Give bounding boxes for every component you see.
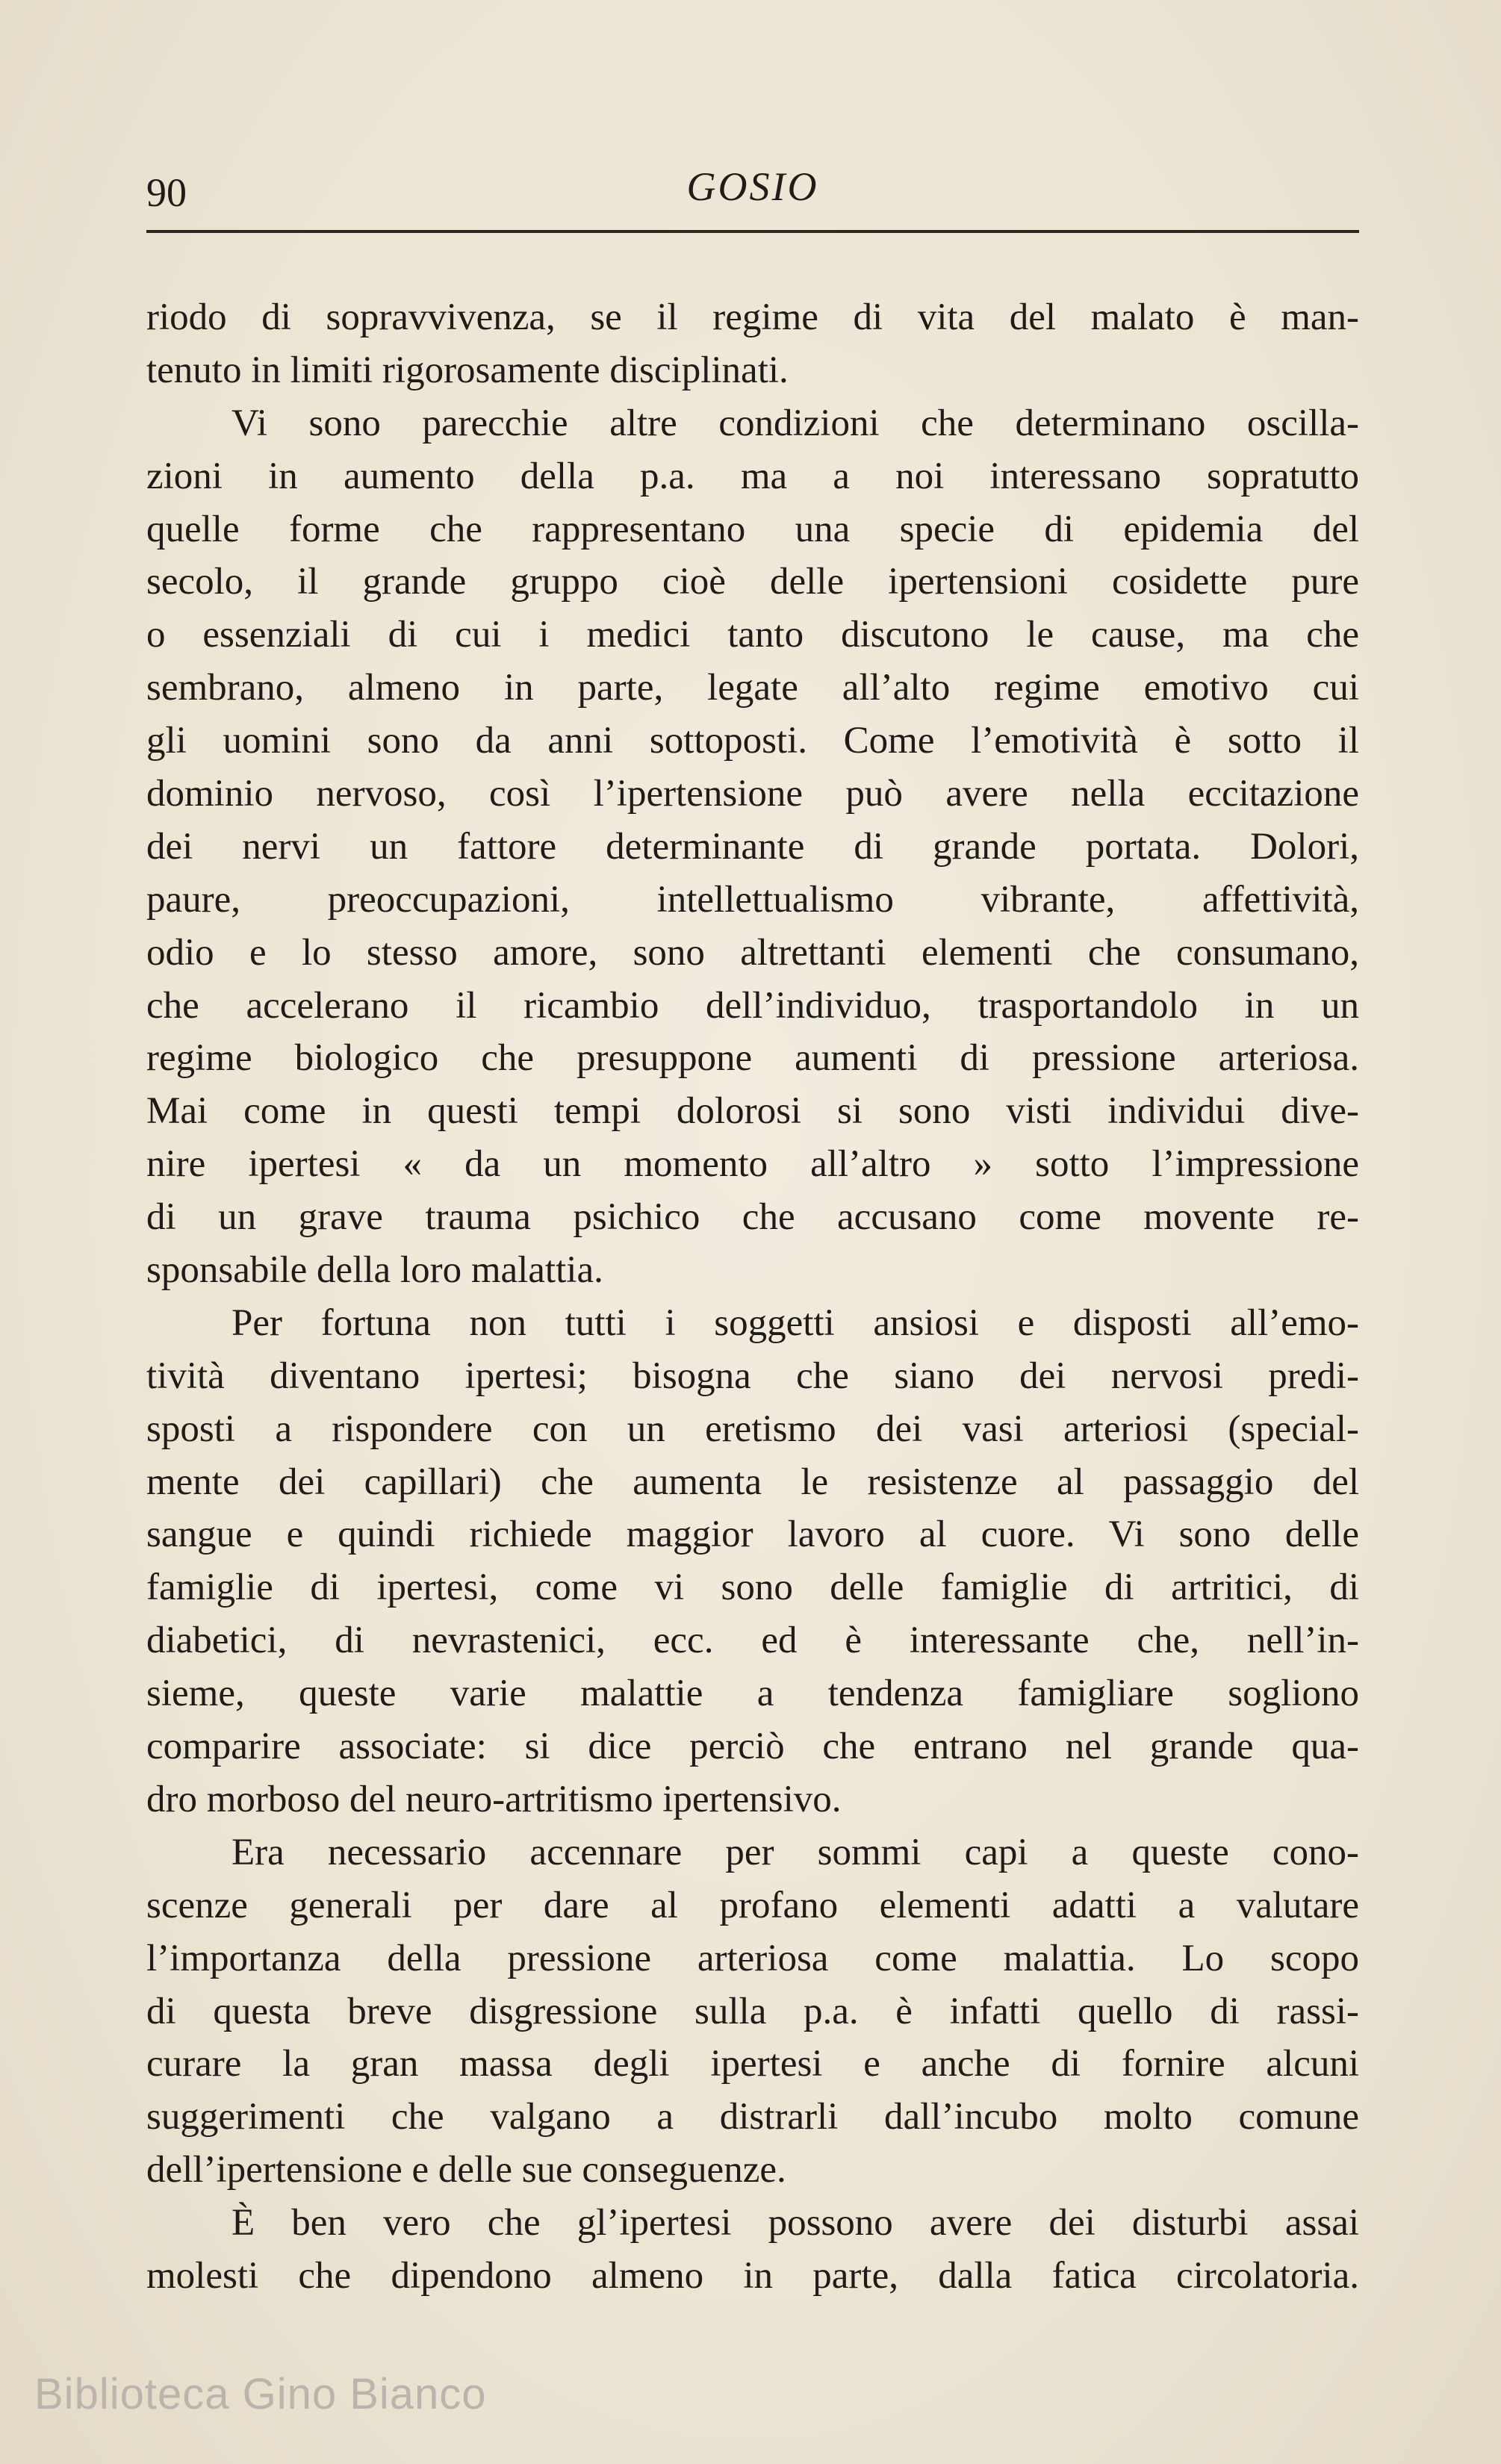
text-line: dei nervi un fattore determinante di grande portata. Dolori,	[146, 825, 1359, 868]
text-line: dominio nervoso, così l’ipertensione può avere nella eccitazione	[146, 773, 1359, 815]
text-line: curare la gran massa degli ipertesi e anche di fornire alcuni	[146, 2043, 1359, 2085]
text-line: riodo di sopravvivenza, se il regime di vita del malato è man-	[146, 296, 1359, 338]
text-line: famiglie di ipertesi, come vi sono delle famiglie di artritici, di	[146, 1567, 1359, 1609]
text-line: nire ipertesi « da un momento all’altro » sotto l’impressione	[146, 1143, 1359, 1186]
text-line: sangue e quindi richiede maggior lavoro al cuore. Vi sono delle	[146, 1513, 1359, 1556]
text-line: o essenziali di cui i medici tanto discutono le cause, ma che	[146, 614, 1359, 656]
text-line: dro morboso del neuro-artritismo ipertensivo.	[146, 1778, 842, 1820]
page-header	[146, 161, 1359, 228]
text-line: tenuto in limiti rigorosamente disciplinati.	[146, 349, 789, 391]
text-line: sposti a rispondere con un eretismo dei vasi arteriosi (special-	[146, 1407, 1359, 1450]
text-line: comparire associate: si dice perciò che entrano nel grande qua-	[146, 1726, 1359, 1768]
text-line: odio e lo stesso amore, sono altrettanti elementi che consumano,	[146, 931, 1359, 974]
text-line: Mai come in questi tempi dolorosi si sono visti individui dive-	[146, 1090, 1359, 1133]
text-line: scenze generali per dare al profano elementi adatti a valutare	[146, 1884, 1359, 1926]
text-line: secolo, il grande gruppo cioè delle ipertensioni cosidette pure	[146, 561, 1359, 603]
running-title: GOSIO	[686, 164, 819, 209]
text-line: regime biologico che presuppone aumenti di pressione arteriosa.	[146, 1037, 1359, 1080]
text-line: sieme, queste varie malattie a tendenza famigliare sogliono	[146, 1673, 1359, 1715]
header-rule	[146, 230, 1359, 233]
text-line: Vi sono parecchie altre condizioni che determinano oscilla-	[231, 402, 1359, 444]
text-line: che accelerano il ricambio dell’individuo, trasportandolo in un	[146, 984, 1359, 1027]
text-line: diabetici, di nevrastenici, ecc. ed è interessante che, nell’in-	[146, 1620, 1359, 1662]
text-line: gli uomini sono da anni sottoposti. Come l’emotività è sotto il	[146, 720, 1359, 762]
text-line: di questa breve disgressione sulla p.a. è infatti quello di rassi-	[146, 1990, 1359, 2032]
text-line: quelle forme che rappresentano una specie di epidemia del	[146, 508, 1359, 550]
text-line: zioni in aumento della p.a. ma a noi interessano sopratutto	[146, 455, 1359, 497]
page-number: 90	[146, 170, 187, 215]
text-line: Per fortuna non tutti i soggetti ansiosi e disposti all’emo-	[231, 1301, 1359, 1344]
text-line: tività diventano ipertesi; bisogna che siano dei nervosi predi-	[146, 1354, 1359, 1397]
text-line: l’importanza della pressione arteriosa come malattia. Lo scopo	[146, 1937, 1359, 1979]
text-line: mente dei capillari) che aumenta le resistenze al passaggio del	[146, 1460, 1359, 1503]
body-text	[146, 291, 1359, 2303]
text-line: È ben vero che gl’ipertesi possono avere dei disturbi assai	[231, 2202, 1359, 2244]
library-watermark: Biblioteca Gino Bianco	[34, 2370, 487, 2418]
text-line: dell’ipertensione e delle sue conseguenze.	[146, 2149, 786, 2191]
text-line: suggerimenti che valgano a distrarli dall’incubo molto comune	[146, 2096, 1359, 2138]
text-line: Era necessario accennare per sommi capi a queste cono-	[231, 1831, 1359, 1873]
text-line: molesti che dipendono almeno in parte, dalla fatica circolatoria.	[146, 2254, 1359, 2297]
text-line: di un grave trauma psichico che accusano come movente re-	[146, 1196, 1359, 1239]
text-line: sembrano, almeno in parte, legate all’alto regime emotivo cui	[146, 667, 1359, 709]
text-line: paure, preoccupazioni, intellettualismo vibrante, affettività,	[146, 878, 1359, 921]
text-line: sponsabile della loro malattia.	[146, 1249, 603, 1292]
